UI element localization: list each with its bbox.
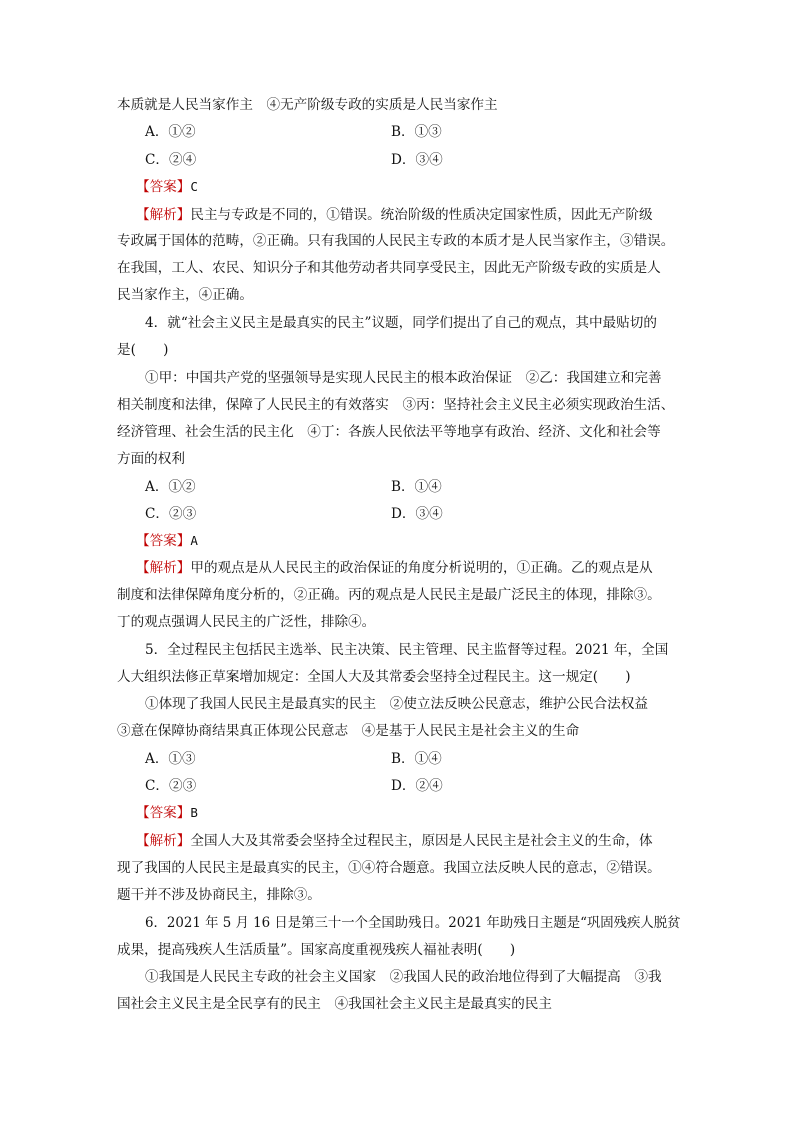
answer-label: 【答案】 <box>136 533 191 549</box>
answer-value: B <box>190 805 198 820</box>
q5-stem-line-2: 人大组织法修正草案增加规定：全国人大及其常委会坚持全过程民主。这一规定( ) <box>117 669 631 685</box>
q5-option-b: B．①④ <box>391 751 442 767</box>
q4-statement-line-2: 相关制度和法律，保障了人民民主的有效落实 ③丙：坚持社会主义民主必须实现政治生活、 <box>117 397 675 413</box>
q6-statement-line-2: 国社会主义民主是全民享有的民主 ④我国社会主义民主是最真实的民主 <box>117 996 552 1012</box>
q4-option-c: C．②③ <box>145 506 197 522</box>
q4-stem-line-1: 4．就“社会主义民主是最真实的民主”议题，同学们提出了自己的观点，其中最贴切的 <box>145 315 657 331</box>
q5-stem-line-1: 5．全过程民主包括民主选举、民主决策、民主管理、民主监督等过程。2021 年，全国 <box>145 642 669 658</box>
prev-option-d: D．③④ <box>391 152 443 168</box>
q5-option-d: D．②④ <box>391 778 443 794</box>
q5-option-a: A．①③ <box>145 751 196 767</box>
prev-analysis-line-1: 【解析】民主与专政是不同的，①错误。统治阶级的性质决定国家性质，因此无产阶级 <box>136 207 653 223</box>
q6-stem-line-1: 6．2021 年 5 月 16 日是第三十一个全国助残日。2021 年助残日主题是“巩固残疾人脱贫 <box>145 915 681 931</box>
q5-analysis-line-3: 题干并不涉及协商民主，排除③。 <box>117 887 321 903</box>
prev-option-a: A．①② <box>145 124 196 140</box>
prev-option-b: B．①③ <box>391 124 442 140</box>
prev-analysis-line-4: 民当家作主，④正确。 <box>117 287 253 303</box>
prev-tail-line: 本质就是人民当家作主 ④无产阶级专政的实质是人民当家作主 <box>117 97 498 113</box>
answer-value: C <box>190 179 198 194</box>
q5-analysis-line-2: 现了我国的人民民主是最真实的民主，①④符合题意。我国立法反映人民的意志，②错误。 <box>117 860 661 876</box>
q4-option-a: A．①② <box>145 479 196 495</box>
prev-answer <box>136 177 198 197</box>
q4-stem-line-2: 是( ) <box>117 342 169 358</box>
q4-statement-line-4: 方面的权利 <box>117 451 185 467</box>
prev-analysis-line-3: 在我国，工人、农民、知识分子和其他劳动者共同享受民主，因此无产阶级专政的实质是人 <box>117 260 661 276</box>
analysis-label: 【解析】 <box>136 207 191 223</box>
q4-option-b: B．①④ <box>391 479 442 495</box>
q4-analysis-line-3: 丁的观点强调人民民主的广泛性，排除④。 <box>117 614 376 630</box>
q4-statement-line-1: ①甲：中国共产党的坚强领导是实现人民民主的根本政治保证 ②乙：我国建立和完善 <box>145 370 662 386</box>
q6-stem-line-2: 成果，提高残疾人生活质量”。国家高度重视残疾人福祉表明( ) <box>117 942 516 958</box>
answer-value: A <box>190 533 198 548</box>
q4-analysis-line-1: 【解析】甲的观点是从人民民主的政治保证的角度分析说明的，①正确。乙的观点是从 <box>136 560 653 576</box>
answer-label: 【答案】 <box>136 805 191 821</box>
prev-analysis-line-2: 专政属于国体的范畴，②正确。只有我国的人民民主专政的本质才是人民当家作主，③错误。 <box>117 233 675 249</box>
q5-statement-line-1: ①体现了我国人民民主是最真实的民主 ②使立法反映公民意志，维护公民合法权益 <box>145 696 648 712</box>
prev-option-c: C．②④ <box>145 152 197 168</box>
analysis-label: 【解析】 <box>136 560 191 576</box>
q6-statement-line-1: ①我国是人民民主专政的社会主义国家 ②我国人民的政治地位得到了大幅提高 ③我 <box>145 969 662 985</box>
answer-label: 【答案】 <box>136 179 191 195</box>
q4-answer <box>136 531 198 551</box>
analysis-label: 【解析】 <box>136 833 191 849</box>
q5-option-c: C．②③ <box>145 778 197 794</box>
q4-analysis-line-2: 制度和法律保障角度分析的，②正确。丙的观点是人民民主是最广泛民主的体现，排除③。 <box>117 587 661 603</box>
q4-option-d: D．③④ <box>391 506 443 522</box>
q4-statement-line-3: 经济管理、社会生活的民主化 ④丁：各族人民依法平等地享有政治、经济、文化和社会等 <box>117 424 661 440</box>
q5-answer <box>136 803 198 823</box>
q5-statement-line-2: ③意在保障协商结果真正体现公民意志 ④是基于人民民主是社会主义的生命 <box>117 723 580 739</box>
q5-analysis-line-1: 【解析】全国人大及其常委会坚持全过程民主，原因是人民民主是社会主义的生命，体 <box>136 833 653 849</box>
